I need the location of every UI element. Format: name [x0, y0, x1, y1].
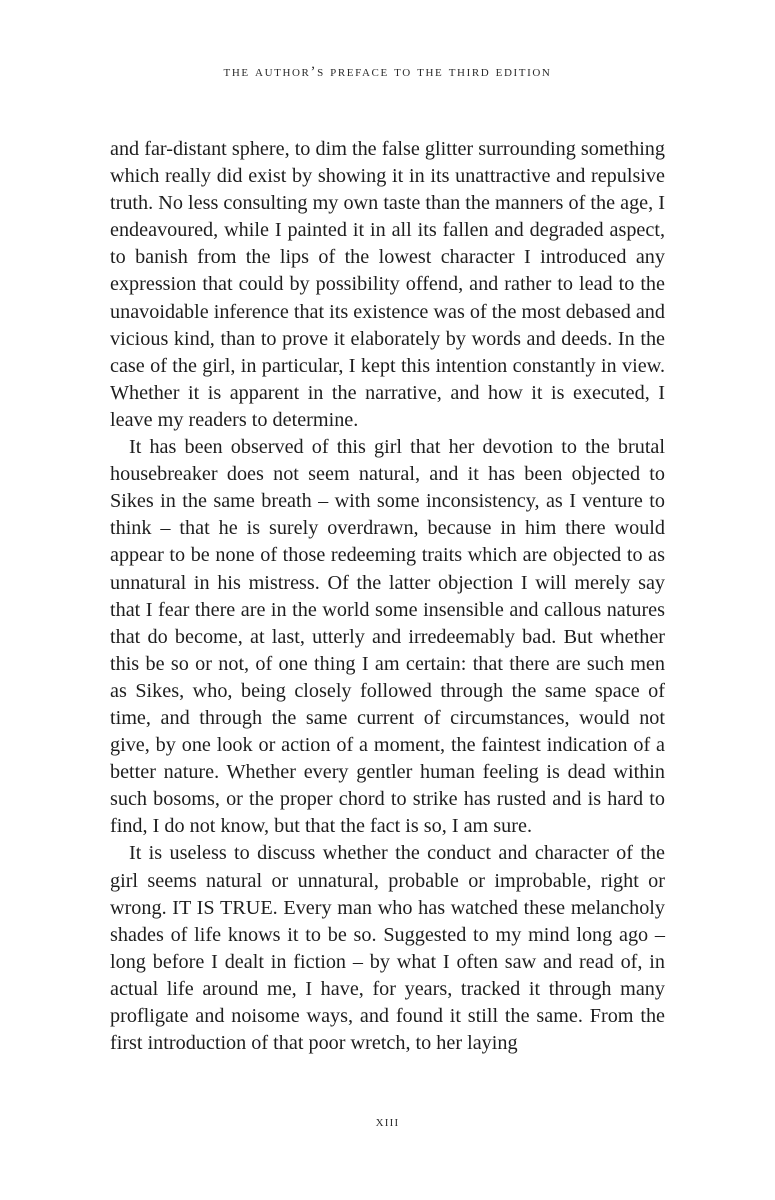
- page-number: xiii: [375, 1114, 400, 1130]
- body-text: [110, 136, 665, 1057]
- paragraph-continuation: and far-distant sphere, to dim the false glitter surrounding something which really did exist by showing it in its unattractive and repulsive truth. No less consulting my own taste than the manners of the age, I endeavoured, while I painted it in all its fallen and degraded aspect, to banish from the lips of the lowest character I introduced any expression that could by possibility offend, and rather to lead to the unavoidable inference that its existence was of the most debased and vicious kind, than to prove it elaborately by words and deeds. In the case of the girl, in particular, I kept this intention constantly in view. Whether it is apparent in the narrative, and how it is executed, I leave my readers to determine.: [110, 138, 665, 431]
- running-head: the author’s preface to the third edition: [223, 64, 552, 80]
- paragraph: It has been observed of this girl that her devotion to the brutal housebreaker does not seem natural, and it has been objected to Sikes in the same breath – with some inconsistency, as I venture to think – that he is surely overdrawn, because in him there would appear to be none of those redeeming traits which are objected to as unnatural in his mistress. Of the latter objection I will merely say that I fear there are in the world some insensible and callous natures that do become, at last, utterly and irredeemably bad. But whether this be so or not, of one thing I am certain: that there are such men as Sikes, who, being closely followed through the same space of time, and through the same current of circumstances, would not give, by one look or action of a moment, the faintest indication of a better nature. Whether every gentler human feeling is dead within such bosoms, or the proper chord to strike has rusted and is hard to find, I do not know, but that the fact is so, I am sure.: [110, 436, 665, 838]
- paragraph: It is useless to discuss whether the conduct and character of the girl seems natural or unnatural, probable or improbable, right or wrong. IT IS TRUE. Every man who has watched these melancholy shades of life knows it to be so. Suggested to my mind long ago – long before I dealt in fiction – by what I often saw and read of, in actual life around me, I have, for years, tracked it through many profligate and noisome ways, and found it still the same. From the first introduction of that poor wretch, to her laying: [110, 842, 665, 1055]
